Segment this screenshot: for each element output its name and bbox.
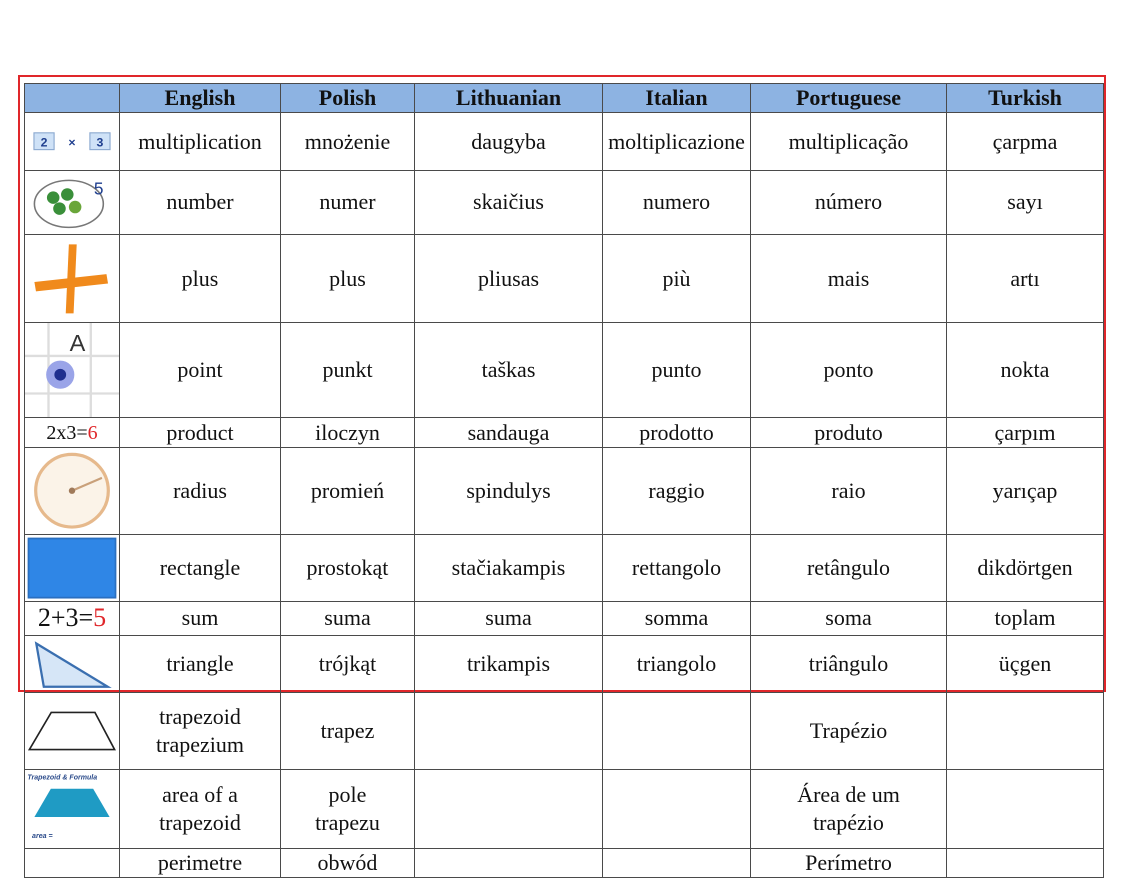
header-row: [25, 84, 1104, 113]
triangle-icon: [25, 636, 119, 692]
cell-turkish: toplam: [947, 601, 1104, 635]
cell-portuguese: raio: [751, 448, 947, 534]
cell-italian: più: [603, 234, 751, 323]
table-row: [25, 418, 1104, 448]
header-lithuanian: Lithuanian: [415, 84, 603, 113]
rectangle-icon: [25, 535, 119, 601]
cell-lithuanian: [415, 770, 603, 849]
table-row: [25, 534, 1104, 601]
cell-turkish: çarpma: [947, 113, 1104, 171]
icon-cell: [25, 848, 120, 877]
cell-italian: rettangolo: [603, 534, 751, 601]
cell-portuguese: retângulo: [751, 534, 947, 601]
product-equation: 2x3=6: [46, 422, 98, 445]
plus-icon: [25, 235, 119, 323]
svg-text:2: 2: [40, 134, 48, 149]
cell-portuguese: Área de um trapézio: [751, 770, 947, 849]
cell-lithuanian: taškas: [415, 323, 603, 418]
cell-lithuanian: [415, 848, 603, 877]
table-row: [25, 601, 1104, 635]
cell-turkish: üçgen: [947, 635, 1104, 692]
number-icon: [25, 171, 119, 234]
cell-english: point: [120, 323, 281, 418]
cell-polish: suma: [281, 601, 415, 635]
cell-english: sum: [120, 601, 281, 635]
table-row: [25, 770, 1104, 849]
header-icon-column: [25, 84, 120, 113]
cell-turkish: yarıçap: [947, 448, 1104, 534]
cell-italian: [603, 848, 751, 877]
header-turkish: Turkish: [947, 84, 1104, 113]
table-row: [25, 113, 1104, 171]
icon-cell: [25, 234, 120, 323]
cell-portuguese: soma: [751, 601, 947, 635]
cell-turkish: [947, 693, 1104, 770]
svg-text:A: A: [69, 330, 86, 357]
cell-english: product: [120, 418, 281, 448]
icon-cell: [25, 448, 120, 534]
cell-english: number: [120, 171, 281, 235]
cell-polish: numer: [281, 171, 415, 235]
cell-lithuanian: spindulys: [415, 448, 603, 534]
cell-lithuanian: pliusas: [415, 234, 603, 323]
icon-cell: [25, 770, 120, 849]
cell-italian: prodotto: [603, 418, 751, 448]
cell-lithuanian: sandauga: [415, 418, 603, 448]
header-polish: Polish: [281, 84, 415, 113]
icon-cell: [25, 418, 120, 448]
cell-turkish: [947, 848, 1104, 877]
cell-portuguese: produto: [751, 418, 947, 448]
cell-lithuanian: stačiakampis: [415, 534, 603, 601]
cell-italian: [603, 693, 751, 770]
cell-italian: numero: [603, 171, 751, 235]
cell-portuguese: Trapézio: [751, 693, 947, 770]
table-row: [25, 848, 1104, 877]
cell-english: trapezoid trapezium: [120, 693, 281, 770]
cell-english: perimetre: [120, 848, 281, 877]
cell-portuguese: mais: [751, 234, 947, 323]
svg-text:×: ×: [68, 134, 76, 149]
cell-italian: [603, 770, 751, 849]
svg-text:area =: area =: [32, 833, 53, 841]
cell-turkish: dikdörtgen: [947, 534, 1104, 601]
cell-italian: somma: [603, 601, 751, 635]
vocabulary-table: [24, 83, 1104, 878]
table-row: [25, 635, 1104, 692]
header-english: English: [120, 84, 281, 113]
cell-polish: plus: [281, 234, 415, 323]
header-portuguese: Portuguese: [751, 84, 947, 113]
multiplication-icon: [25, 125, 119, 159]
cell-portuguese: multiplicação: [751, 113, 947, 171]
cell-english: area of a trapezoid: [120, 770, 281, 849]
cell-polish: prostokąt: [281, 534, 415, 601]
cell-english: triangle: [120, 635, 281, 692]
cell-turkish: çarpım: [947, 418, 1104, 448]
svg-text:Trapezoid & Formula: Trapezoid & Formula: [27, 774, 98, 782]
cell-polish: iloczyn: [281, 418, 415, 448]
table-row: [25, 234, 1104, 323]
cell-turkish: sayı: [947, 171, 1104, 235]
cell-polish: mnożenie: [281, 113, 415, 171]
cell-lithuanian: suma: [415, 601, 603, 635]
cell-lithuanian: skaičius: [415, 171, 603, 235]
trapezoid-area-icon: [25, 770, 119, 848]
table-row: [25, 448, 1104, 534]
circle-radius-icon: [25, 448, 119, 533]
icon-cell: [25, 693, 120, 770]
cell-portuguese: Perímetro: [751, 848, 947, 877]
cell-polish: promień: [281, 448, 415, 534]
cell-english: rectangle: [120, 534, 281, 601]
svg-text:3: 3: [96, 134, 104, 149]
cell-english: plus: [120, 234, 281, 323]
svg-text:5: 5: [93, 178, 104, 199]
cell-english: radius: [120, 448, 281, 534]
cell-turkish: [947, 770, 1104, 849]
cell-turkish: nokta: [947, 323, 1104, 418]
cell-turkish: artı: [947, 234, 1104, 323]
table-row: [25, 693, 1104, 770]
cell-italian: triangolo: [603, 635, 751, 692]
header-italian: Italian: [603, 84, 751, 113]
icon-cell: [25, 323, 120, 418]
cell-italian: raggio: [603, 448, 751, 534]
trapezoid-icon: [25, 707, 119, 755]
cell-italian: punto: [603, 323, 751, 418]
cell-english: multiplication: [120, 113, 281, 171]
icon-cell: [25, 171, 120, 235]
icon-cell: [25, 534, 120, 601]
sum-equation: 2+3=5: [37, 602, 107, 632]
cell-polish: trapez: [281, 693, 415, 770]
cell-italian: moltiplicazione: [603, 113, 751, 171]
icon-cell: [25, 113, 120, 171]
table-row: [25, 323, 1104, 418]
cell-portuguese: número: [751, 171, 947, 235]
cell-portuguese: ponto: [751, 323, 947, 418]
cell-polish: punkt: [281, 323, 415, 418]
cell-lithuanian: [415, 693, 603, 770]
icon-cell: [25, 635, 120, 692]
cell-polish: obwód: [281, 848, 415, 877]
cell-portuguese: triângulo: [751, 635, 947, 692]
cell-polish: trójkąt: [281, 635, 415, 692]
cell-lithuanian: daugyba: [415, 113, 603, 171]
point-icon: [25, 323, 119, 417]
cell-lithuanian: trikampis: [415, 635, 603, 692]
table-row: [25, 171, 1104, 235]
icon-cell: [25, 601, 120, 635]
cell-polish: pole trapezu: [281, 770, 415, 849]
